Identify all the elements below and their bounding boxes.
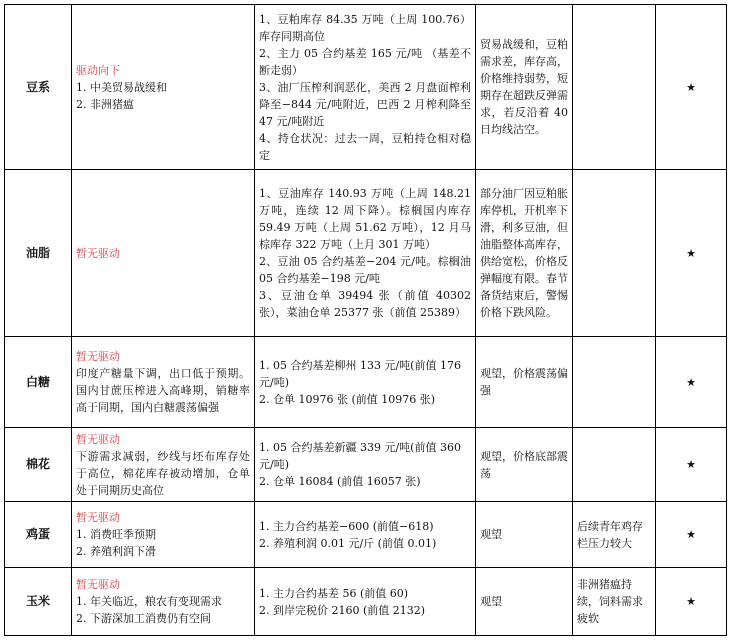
note-cell <box>573 170 656 337</box>
commodity-name: 白糖 <box>5 337 72 428</box>
driver-line: 下游需求减弱，纱线与坯布库存处于高位，棉花库存被动增加，仓单处于同期历史高位 <box>76 449 250 497</box>
driver-label: 暂无驱动 <box>76 578 120 591</box>
data-cell <box>255 568 476 636</box>
driver-line: 2. 养殖利润下滑 <box>76 545 156 558</box>
data-line: 2、主力 05 合约基差 165 元/吨 （基差不断走弱） <box>259 46 471 77</box>
commodity-name: 油脂 <box>5 170 72 337</box>
table-row <box>5 568 727 636</box>
data-line: 1. 主力合约基差 56 (前值 60) <box>259 586 409 600</box>
star-icon: ★ <box>656 428 727 502</box>
data-line: 4、持仓状况：过去一周，豆粕持仓相对稳定 <box>259 131 471 162</box>
data-line: 2、豆油 05 合约基差−204 元/吨。棕榈油 05 合约基差−198 元/吨 <box>259 255 471 285</box>
data-line: 1. 05 合约基差新疆 339 元/吨(前值 360 元/吨) <box>259 441 461 471</box>
note-cell <box>573 5 656 170</box>
data-cell <box>255 337 476 428</box>
data-line: 1、豆油库存 140.93 万吨（上周 148.21 万吨，连续 12 周下降）。棕榈国内库存 59.49 万吨（上周 51.62 万吨），12 月马棕库存 322 万吨（上月 301 万吨） <box>259 187 471 251</box>
driver-label: 暂无驱动 <box>76 511 120 524</box>
commodity-name: 棉花 <box>5 428 72 502</box>
table-row <box>5 5 727 170</box>
data-line: 3、豆油仓单 39494 张（前值 40302 张），菜油仓单 25377 张（前值 25389） <box>259 289 471 319</box>
commodity-name: 玉米 <box>5 568 72 636</box>
driver-label: 驱动向下 <box>76 63 120 77</box>
commodity-name: 鸡蛋 <box>5 502 72 568</box>
data-cell <box>255 5 476 170</box>
note-cell: 后续青年鸡存栏压力较大 <box>573 502 656 568</box>
driver-cell <box>72 428 255 502</box>
view-cell: 观望 <box>476 568 573 636</box>
driver-label: 暂无驱动 <box>76 246 120 260</box>
driver-cell <box>72 337 255 428</box>
driver-cell <box>72 502 255 568</box>
commodity-name: 豆系 <box>5 5 72 170</box>
table-row <box>5 428 727 502</box>
star-icon: ★ <box>656 502 727 568</box>
driver-cell <box>72 568 255 636</box>
data-line: 3、油厂压榨利润恶化，美西 2 月盘面榨利降至−844 元/吨附近，巴西 2 月榨利降至 47 元/吨附近 <box>259 80 471 128</box>
data-line: 2. 养殖利润 0.01 元/斤 (前值 0.01) <box>259 536 437 550</box>
view-cell: 贸易战缓和，豆粕需求差，库存高，价格维持弱势，短期存在超跌反弹需求，若反沿着 40 日均线沽空。 <box>476 5 573 170</box>
driver-line: 印度产糖量下调，出口低于预期。国内甘蔗压榨进入高峰期，销糖率高于同期，国内白糖震荡偏强 <box>76 367 250 414</box>
driver-label: 暂无驱动 <box>76 350 120 363</box>
driver-label: 暂无驱动 <box>76 432 120 446</box>
data-line: 2. 到岸完税价 2160 (前值 2132) <box>259 603 426 617</box>
data-cell <box>255 502 476 568</box>
driver-line: 1. 中美贸易战缓和 <box>76 80 167 94</box>
data-cell <box>255 428 476 502</box>
data-line: 1. 05 合约基差柳州 133 元/吨(前值 176 元/吨) <box>259 358 461 389</box>
table-row <box>5 170 727 337</box>
table-row <box>5 502 727 568</box>
view-cell: 观望，价格底部震荡 <box>476 428 573 502</box>
data-line: 2. 仓单 16084 (前值 16057 张) <box>259 475 421 488</box>
driver-line: 2. 非洲猪瘟 <box>76 97 134 111</box>
view-cell: 观望，价格震荡偏强 <box>476 337 573 428</box>
data-line: 2. 仓单 10976 张 (前值 10976 张) <box>259 392 436 406</box>
driver-line: 1. 年关临近，粮农有变现需求 <box>76 595 222 608</box>
driver-cell <box>72 5 255 170</box>
note-cell: 非洲猪瘟持续，饲料需求疲软 <box>573 568 656 636</box>
view-cell: 观望 <box>476 502 573 568</box>
star-icon: ★ <box>656 170 727 337</box>
driver-line: 1. 消费旺季预期 <box>76 528 156 541</box>
star-icon: ★ <box>656 5 727 170</box>
data-cell <box>255 170 476 337</box>
note-cell <box>573 428 656 502</box>
table-row <box>5 337 727 428</box>
star-icon: ★ <box>656 568 727 636</box>
driver-cell <box>72 170 255 337</box>
driver-line: 2. 下游深加工消费仍有空间 <box>76 612 211 625</box>
star-icon: ★ <box>656 337 727 428</box>
data-line: 1. 主力合约基差−600 (前值−618) <box>259 519 434 533</box>
data-line: 1、豆粕库存 84.35 万吨（上周 100.76）库存同期高位 <box>259 12 471 43</box>
note-cell <box>573 337 656 428</box>
commodity-table <box>4 4 727 636</box>
view-cell: 部分油厂因豆粕胀库停机，开机率下滑，利多豆油，但油脂整体高库存，供给宽松，价格反弹幅度有限。春节备货结束后，警惕价格下跌风险。 <box>476 170 573 337</box>
